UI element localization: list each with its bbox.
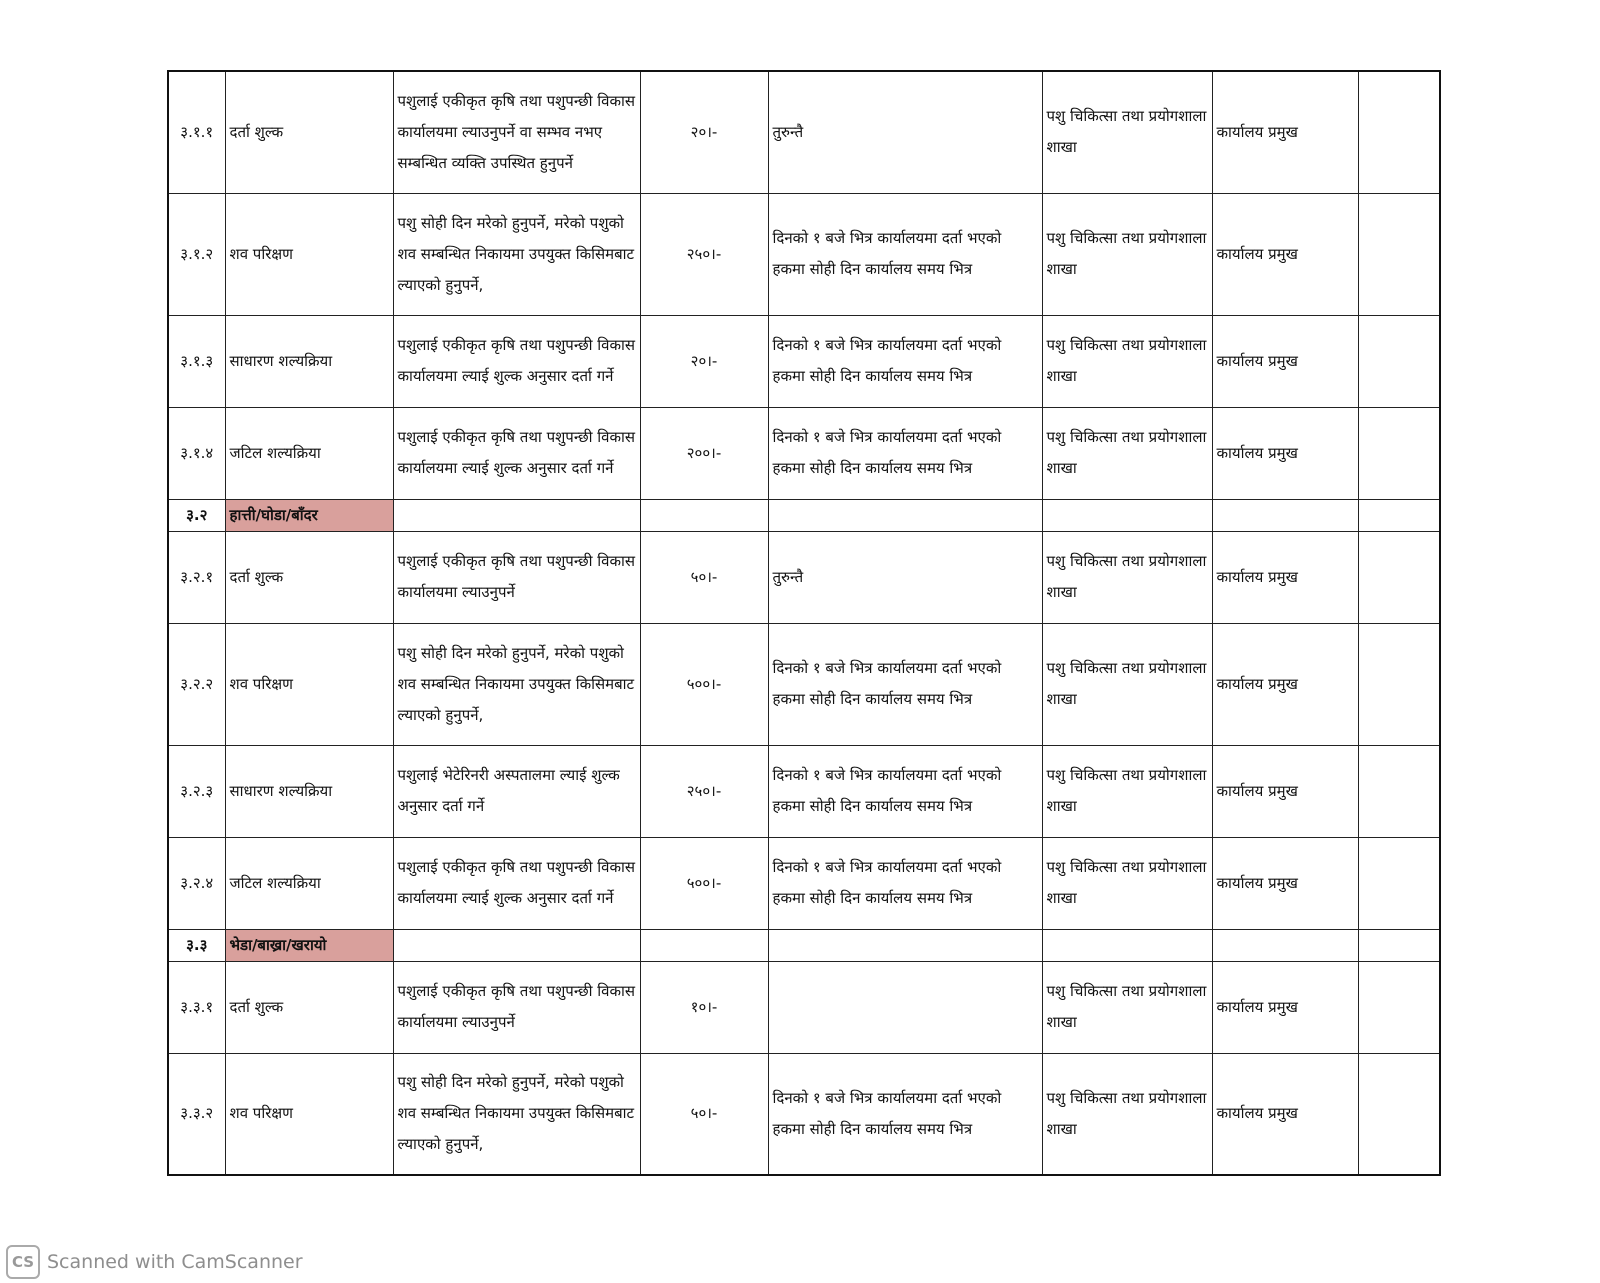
row-code: ३.३.१: [168, 961, 225, 1053]
row-code: ३.२.२: [168, 623, 225, 745]
table-row: [168, 961, 1440, 1053]
table-row: [168, 193, 1440, 315]
row-officer: कार्यालय प्रमुख: [1212, 531, 1358, 623]
row-code: ३.३.२: [168, 1053, 225, 1175]
row-officer: कार्यालय प्रमुख: [1212, 71, 1358, 193]
row-time: तुरुन्तै: [768, 531, 1042, 623]
row-item: शव परिक्षण: [225, 193, 393, 315]
camscanner-footer: [6, 1245, 303, 1279]
row-branch: पशु चिकित्सा तथा प्रयोगशाला शाखा: [1042, 407, 1212, 499]
row-requirement: पशुलाई एकीकृत कृषि तथा पशुपन्छी विकास कार्यालयमा ल्याउनुपर्ने वा सम्भव नभए सम्बन्धित व्यक्ति उपस्थित हुनुपर्ने: [393, 71, 640, 193]
services-table: [167, 70, 1441, 1176]
row-officer: कार्यालय प्रमुख: [1212, 407, 1358, 499]
row-fee: ५००।-: [640, 837, 768, 929]
row-item: दर्ता शुल्क: [225, 961, 393, 1053]
row-fee: ५०।-: [640, 531, 768, 623]
row-branch: पशु चिकित्सा तथा प्रयोगशाला शाखा: [1042, 315, 1212, 407]
row-time: दिनको १ बजे भित्र कार्यालयमा दर्ता भएको हकमा सोही दिन कार्यालय समय भित्र: [768, 1053, 1042, 1175]
row-remarks: [1358, 961, 1440, 1053]
row-remarks: [1358, 1053, 1440, 1175]
row-item: साधारण शल्यक्रिया: [225, 315, 393, 407]
row-requirement: पशुलाई एकीकृत कृषि तथा पशुपन्छी विकास कार्यालयमा ल्याउनुपर्ने: [393, 531, 640, 623]
row-code: ३.१.४: [168, 407, 225, 499]
section-row: [168, 929, 1440, 961]
row-time: [768, 961, 1042, 1053]
row-fee: २५०।-: [640, 745, 768, 837]
row-remarks: [1358, 837, 1440, 929]
row-code: ३.१.३: [168, 315, 225, 407]
section-code: ३.३: [168, 929, 225, 961]
row-requirement: पशुलाई एकीकृत कृषि तथा पशुपन्छी विकास कार्यालयमा ल्याई शुल्क अनुसार दर्ता गर्ने: [393, 837, 640, 929]
row-item: दर्ता शुल्क: [225, 71, 393, 193]
row-officer: कार्यालय प्रमुख: [1212, 961, 1358, 1053]
table-row: [168, 623, 1440, 745]
row-remarks: [1358, 745, 1440, 837]
row-officer: कार्यालय प्रमुख: [1212, 837, 1358, 929]
row-requirement: पशुलाई भेटेरिनरी अस्पतालमा ल्याई शुल्क अनुसार दर्ता गर्ने: [393, 745, 640, 837]
row-item: दर्ता शुल्क: [225, 531, 393, 623]
row-item: साधारण शल्यक्रिया: [225, 745, 393, 837]
row-officer: कार्यालय प्रमुख: [1212, 745, 1358, 837]
row-time: दिनको १ बजे भित्र कार्यालयमा दर्ता भएको हकमा सोही दिन कार्यालय समय भित्र: [768, 623, 1042, 745]
row-fee: ५००।-: [640, 623, 768, 745]
table-row: [168, 71, 1440, 193]
row-officer: कार्यालय प्रमुख: [1212, 315, 1358, 407]
section-code: ३.२: [168, 499, 225, 531]
row-item: जटिल शल्यक्रिया: [225, 837, 393, 929]
row-branch: पशु चिकित्सा तथा प्रयोगशाला शाखा: [1042, 837, 1212, 929]
row-branch: पशु चिकित्सा तथा प्रयोगशाला शाखा: [1042, 745, 1212, 837]
table-row: [168, 315, 1440, 407]
table-row: [168, 407, 1440, 499]
row-remarks: [1358, 193, 1440, 315]
row-requirement: पशु सोही दिन मरेको हुनुपर्ने, मरेको पशुको शव सम्बन्धित निकायमा उपयुक्त किसिमबाट ल्याएको हुनुपर्ने,: [393, 623, 640, 745]
row-code: ३.१.२: [168, 193, 225, 315]
row-requirement: पशु सोही दिन मरेको हुनुपर्ने, मरेको पशुको शव सम्बन्धित निकायमा उपयुक्त किसिमबाट ल्याएको हुनुपर्ने,: [393, 193, 640, 315]
row-time: दिनको १ बजे भित्र कार्यालयमा दर्ता भएको हकमा सोही दिन कार्यालय समय भित्र: [768, 745, 1042, 837]
row-officer: कार्यालय प्रमुख: [1212, 193, 1358, 315]
row-branch: पशु चिकित्सा तथा प्रयोगशाला शाखा: [1042, 961, 1212, 1053]
row-branch: पशु चिकित्सा तथा प्रयोगशाला शाखा: [1042, 193, 1212, 315]
section-title: भेडा/बाख्रा/खरायो: [225, 929, 393, 961]
row-remarks: [1358, 71, 1440, 193]
row-item: शव परिक्षण: [225, 623, 393, 745]
row-fee: २०।-: [640, 71, 768, 193]
row-time: तुरुन्तै: [768, 71, 1042, 193]
row-code: ३.१.१: [168, 71, 225, 193]
row-branch: पशु चिकित्सा तथा प्रयोगशाला शाखा: [1042, 1053, 1212, 1175]
row-remarks: [1358, 315, 1440, 407]
row-requirement: पशु सोही दिन मरेको हुनुपर्ने, मरेको पशुको शव सम्बन्धित निकायमा उपयुक्त किसिमबाट ल्याएको हुनुपर्ने,: [393, 1053, 640, 1175]
row-requirement: पशुलाई एकीकृत कृषि तथा पशुपन्छी विकास कार्यालयमा ल्याउनुपर्ने: [393, 961, 640, 1053]
row-fee: २०।-: [640, 315, 768, 407]
row-fee: २५०।-: [640, 193, 768, 315]
row-requirement: पशुलाई एकीकृत कृषि तथा पशुपन्छी विकास कार्यालयमा ल्याई शुल्क अनुसार दर्ता गर्ने: [393, 407, 640, 499]
row-officer: कार्यालय प्रमुख: [1212, 623, 1358, 745]
section-row: [168, 499, 1440, 531]
camscanner-caption: Scanned with CamScanner: [47, 1251, 303, 1273]
row-fee: २००।-: [640, 407, 768, 499]
row-fee: १०।-: [640, 961, 768, 1053]
row-time: दिनको १ बजे भित्र कार्यालयमा दर्ता भएको हकमा सोही दिन कार्यालय समय भित्र: [768, 837, 1042, 929]
row-remarks: [1358, 531, 1440, 623]
row-time: दिनको १ बजे भित्र कार्यालयमा दर्ता भएको हकमा सोही दिन कार्यालय समय भित्र: [768, 407, 1042, 499]
section-title: हात्ती/घोडा/बाँदर: [225, 499, 393, 531]
row-branch: पशु चिकित्सा तथा प्रयोगशाला शाखा: [1042, 531, 1212, 623]
row-time: दिनको १ बजे भित्र कार्यालयमा दर्ता भएको हकमा सोही दिन कार्यालय समय भित्र: [768, 315, 1042, 407]
row-code: ३.२.४: [168, 837, 225, 929]
table-row: [168, 745, 1440, 837]
camscanner-logo-icon: CS: [6, 1245, 40, 1279]
row-officer: कार्यालय प्रमुख: [1212, 1053, 1358, 1175]
row-code: ३.२.३: [168, 745, 225, 837]
row-code: ३.२.१: [168, 531, 225, 623]
table-row: [168, 531, 1440, 623]
row-item: जटिल शल्यक्रिया: [225, 407, 393, 499]
row-branch: पशु चिकित्सा तथा प्रयोगशाला शाखा: [1042, 71, 1212, 193]
row-branch: पशु चिकित्सा तथा प्रयोगशाला शाखा: [1042, 623, 1212, 745]
row-time: दिनको १ बजे भित्र कार्यालयमा दर्ता भएको हकमा सोही दिन कार्यालय समय भित्र: [768, 193, 1042, 315]
row-requirement: पशुलाई एकीकृत कृषि तथा पशुपन्छी विकास कार्यालयमा ल्याई शुल्क अनुसार दर्ता गर्ने: [393, 315, 640, 407]
row-item: शव परिक्षण: [225, 1053, 393, 1175]
table-row: [168, 1053, 1440, 1175]
row-remarks: [1358, 623, 1440, 745]
row-fee: ५०।-: [640, 1053, 768, 1175]
row-remarks: [1358, 407, 1440, 499]
table-row: [168, 837, 1440, 929]
